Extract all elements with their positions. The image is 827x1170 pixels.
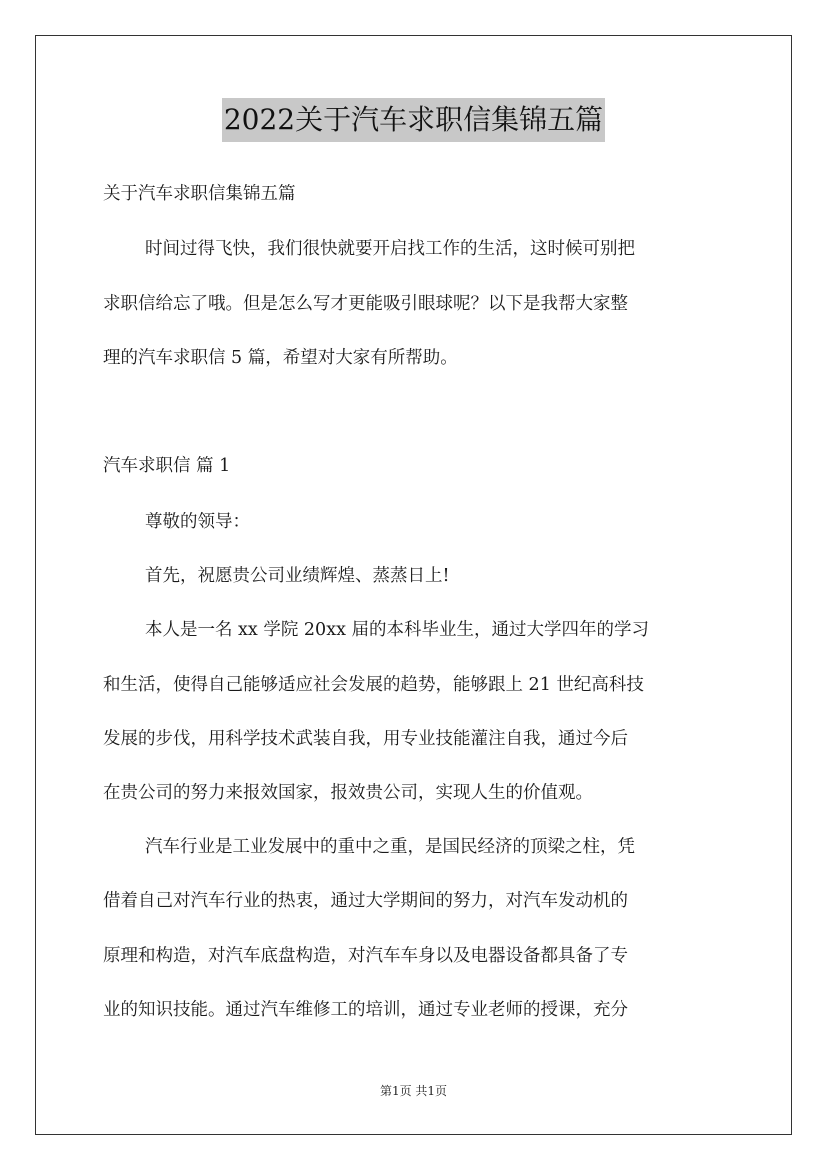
body-line: 本人是一名 xx 学院 20xx 届的本科毕业生，通过大学四年的学习: [145, 620, 649, 640]
body-line: 和生活，使得自己能够适应社会发展的趋势，能够跟上 21 世纪高科技: [103, 675, 644, 695]
title-container: [0, 98, 827, 142]
body-line: 原理和构造，对汽车底盘构造，对汽车车身以及电器设备都具备了专: [103, 946, 628, 966]
document-subtitle: 关于汽车求职信集锦五篇: [103, 184, 296, 204]
intro-line: 理的汽车求职信 5 篇，希望对大家有所帮助。: [103, 348, 458, 368]
intro-line: 求职信给忘了哦。但是怎么写才更能吸引眼球呢？以下是我帮大家整: [103, 294, 628, 314]
body-line: 业的知识技能。通过汽车维修工的培训，通过专业老师的授课，充分: [103, 1000, 628, 1020]
body-line: 在贵公司的努力来报效国家，报效贵公司，实现人生的价值观。: [103, 783, 593, 803]
body-line: 汽车行业是工业发展中的重中之重，是国民经济的顶梁之柱，凭: [145, 837, 635, 857]
body-line: 借着自己对汽车行业的热衷，通过大学期间的努力，对汽车发动机的: [103, 891, 628, 911]
intro-line: 时间过得飞快，我们很快就要开启找工作的生活，这时候可别把: [145, 239, 635, 259]
body-line: 发展的步伐，用科学技术武装自我，用专业技能灌注自我，通过今后: [103, 729, 628, 749]
section-heading: 汽车求职信 篇 1: [103, 456, 231, 476]
body-line: 首先，祝愿贵公司业绩辉煌、蒸蒸日上!: [145, 566, 450, 586]
page-number: 第1页 共1页: [379, 1084, 448, 1098]
document-title: 2022关于汽车求职信集锦五篇: [222, 98, 605, 142]
salutation: 尊敬的领导：: [145, 512, 250, 532]
